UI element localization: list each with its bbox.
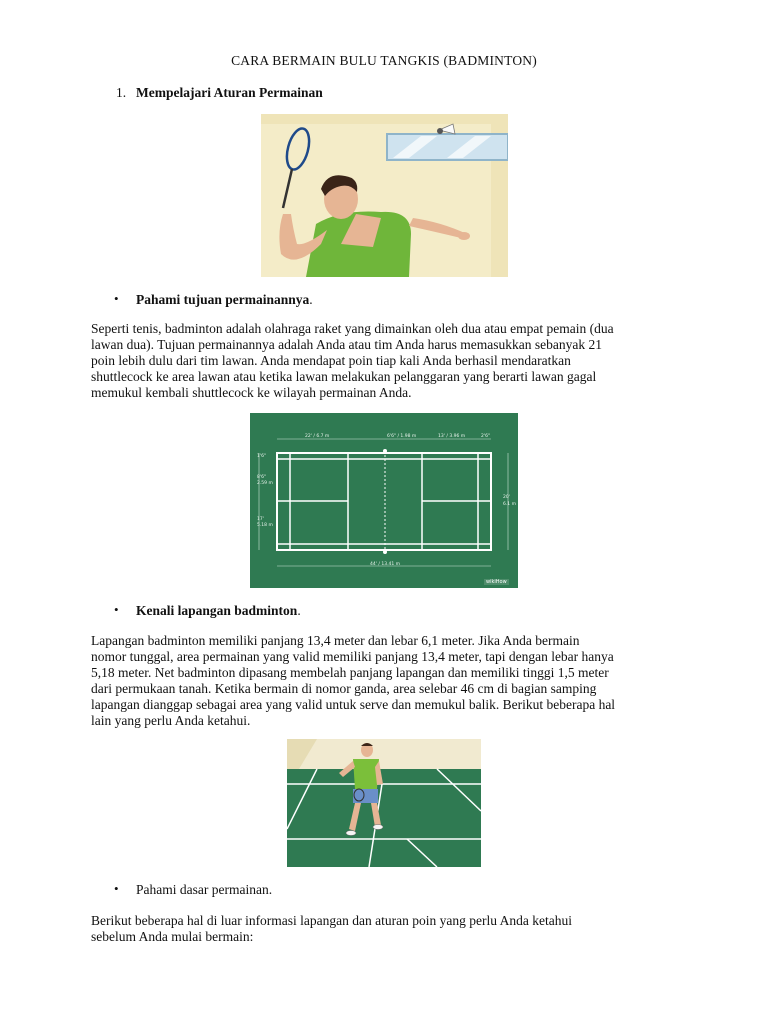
bullet-item-court	[136, 603, 301, 619]
bullet-item-goal	[136, 292, 313, 308]
dim-label: 44' / 13.41 m	[370, 562, 401, 567]
dim-label: 1'6"	[257, 454, 267, 459]
watermark-logo: wikiHow	[486, 579, 507, 585]
court-diagram	[250, 413, 518, 588]
dim-label: 8'6"	[257, 475, 267, 480]
paragraph-goal	[91, 321, 691, 401]
bullet-suffix: .	[309, 292, 313, 307]
paragraph-line: 5,18 meter. Net badminton dipasang membelah panjang lapangan dan memiliki tinggi 1,5 meter	[91, 665, 609, 680]
bullet-marker: •	[114, 291, 119, 306]
dim-label: 22' / 6.7 m	[305, 434, 330, 439]
paragraph-line: shuttlecock ke area lawan atau ketika lawan melakukan pelanggaran yang berarti lawan gagal	[91, 369, 597, 384]
paragraph-line: lain yang perlu Anda ketahui.	[91, 713, 251, 728]
paragraph-line: Lapangan badminton memiliki panjang 13,4 meter dan lebar 6,1 meter. Jika Anda bermain	[91, 633, 580, 648]
player-on-court-illustration	[287, 739, 481, 867]
section-number: 1.	[116, 85, 127, 100]
paragraph-line: Berikut beberapa hal di luar informasi lapangan dan aturan poin yang perlu Anda ketahui	[91, 913, 572, 928]
paragraph-basics	[91, 913, 691, 945]
bullet-text: Kenali lapangan badminton	[136, 603, 298, 618]
bullet-text: Pahami dasar permainan.	[136, 882, 273, 897]
document-title: CARA BERMAIN BULU TANGKIS (BADMINTON)	[231, 53, 537, 68]
player-serving-illustration	[261, 114, 508, 277]
dim-label: 13' / 3.96 m	[438, 434, 466, 439]
bullet-marker: •	[114, 881, 119, 896]
dim-label: 2.59 m	[257, 481, 273, 486]
paragraph-court	[91, 633, 691, 729]
section-heading: Mempelajari Aturan Permainan	[136, 85, 323, 100]
paragraph-line: Seperti tenis, badminton adalah olahraga raket yang dimainkan oleh dua atau empat pemain (dua	[91, 321, 614, 336]
paragraph-line: dari permukaan tanah. Ketika bermain di nomor ganda, area selebar 46 cm di bagian samping	[91, 681, 597, 696]
paragraph-line: poin lebih dulu dari tim lawan. Anda mendapat poin tiap kali Anda berhasil mendaratkan	[91, 353, 571, 368]
paragraph-line: memukul kembali shuttlecock ke wilayah permainan Anda.	[91, 385, 412, 400]
bullet-marker: •	[114, 602, 119, 617]
dim-label: 2'6"	[481, 434, 491, 439]
paragraph-line: lawan dua). Tujuan permainannya adalah Anda atau tim Anda harus memasukkan sebanyak 21	[91, 337, 602, 352]
paragraph-line: lapangan dianggap sebagai area yang valid untuk serve dan memukul balik. Berikut beberapa hal	[91, 697, 616, 712]
bullet-item-basics	[136, 882, 272, 898]
dim-label: 20'	[503, 495, 510, 500]
bullet-suffix: .	[297, 603, 301, 618]
dim-label: 5.18 m	[257, 523, 273, 528]
paragraph-line: nomor tunggal, area permainan yang valid memiliki panjang 13,4 meter, tapi dengan lebar hanya	[91, 649, 614, 664]
bullet-text: Pahami tujuan permainannya	[136, 292, 310, 307]
paragraph-line: sebelum Anda mulai bermain:	[91, 929, 254, 944]
dim-label: 6.1 m	[503, 502, 516, 507]
dim-label: 17'	[257, 517, 264, 522]
dim-label: 6'6" / 1.98 m	[387, 434, 417, 439]
